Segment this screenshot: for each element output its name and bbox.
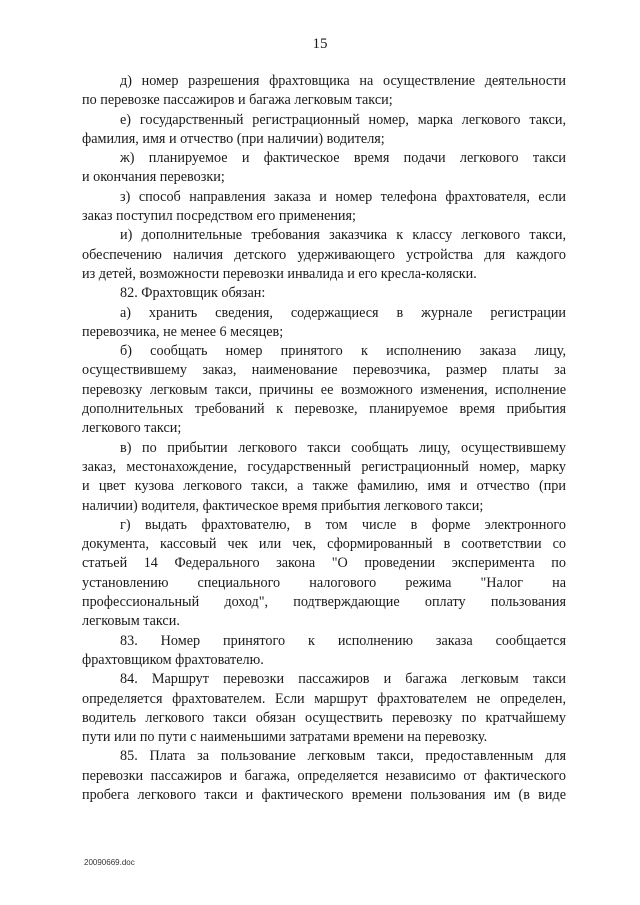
text-line: определяется фрахтователем. Если маршрут фрахтователем не определен, <box>82 690 566 707</box>
text-line: по перевозке пассажиров и багажа легковым такси; <box>82 92 393 109</box>
text-line: легкового такси; <box>82 420 182 437</box>
paragraph <box>82 72 566 111</box>
paragraph <box>82 439 566 516</box>
text-line: наличии) водителя, фактическое время прибытия легкового такси; <box>82 497 484 514</box>
text-line: заказ поступил посредством его применения; <box>82 208 356 225</box>
paragraph <box>82 670 566 747</box>
page-number: 15 <box>312 36 328 52</box>
text-line: и) дополнительные требования заказчика к классу легкового такси, <box>120 227 566 244</box>
text-line: а) хранить сведения, содержащиеся в журнале регистрации <box>120 304 566 321</box>
text-line: фрахтовщиком фрахтователю. <box>82 651 264 668</box>
text-line: е) государственный регистрационный номер, марка легкового такси, <box>120 111 566 128</box>
text-line: 82. Фрахтовщик обязан: <box>120 285 266 302</box>
paragraph <box>82 188 566 227</box>
text-line: б) сообщать номер принятого к исполнению заказа лицу, <box>120 343 566 360</box>
text-line: заказ, местонахождение, государственный регистрационный номер, марку <box>82 458 566 475</box>
text-line: 84. Маршрут перевозки пассажиров и багажа легковым такси <box>120 671 566 688</box>
document-body <box>82 72 566 805</box>
paragraph <box>82 516 566 632</box>
paragraph <box>82 747 566 805</box>
paragraph <box>82 342 566 438</box>
text-line: пути или по пути с наименьшими затратами времени на перевозку. <box>82 729 488 746</box>
text-line: обеспечению наличия детского удерживающего устройства для каждого <box>82 246 566 263</box>
text-line: ж) планируемое и фактическое время подачи легкового такси <box>120 150 566 167</box>
paragraph <box>82 304 566 343</box>
text-line: и окончания перевозки; <box>82 169 225 186</box>
text-line: и цвет кузова легкового такси, а также фамилию, имя и отчество (при <box>82 478 566 495</box>
footer-filename: 20090669.doc <box>84 858 135 867</box>
text-line: в) по прибытии легкового такси сообщать лицу, осуществившему <box>120 439 566 456</box>
text-line: д) номер разрешения фрахтовщика на осуществление деятельности <box>120 73 566 89</box>
text-line: 85. Плата за пользование легковым такси, предоставленным для <box>120 748 566 765</box>
text-line: установлению специального налогового режима "Налог на <box>82 574 566 591</box>
paragraph <box>82 111 566 150</box>
text-line: перевозку легковым такси, причины ее возможного изменения, исполнение <box>82 381 566 398</box>
text-line: фамилия, имя и отчество (при наличии) водителя; <box>82 130 385 147</box>
text-line: дополнительных требований к перевозке, планируемое время прибытия <box>82 401 566 418</box>
text-line: з) способ направления заказа и номер телефона фрахтователя, если <box>120 188 566 205</box>
text-line: 83. Номер принятого к исполнению заказа сообщается <box>120 632 566 649</box>
text-line: легковым такси. <box>82 613 180 630</box>
text-line: из детей, возможности перевозки инвалида и его кресла-коляски. <box>82 265 477 282</box>
text-line: профессиональный доход", подтверждающие оплату пользования <box>82 594 566 611</box>
paragraph <box>82 632 566 671</box>
text-line: пробега легкового такси и фактического времени пользования им (в виде <box>82 786 566 803</box>
text-line: г) выдать фрахтователю, в том числе в форме электронного <box>120 516 566 533</box>
text-line: статьей 14 Федерального закона "О проведении эксперимента по <box>82 555 566 572</box>
paragraph <box>82 149 566 188</box>
text-line: водитель легкового такси обязан осуществить перевозку по кратчайшему <box>82 709 566 726</box>
text-line: перевозчика, не менее 6 месяцев; <box>82 323 284 340</box>
paragraph <box>82 226 566 284</box>
text-line: документа, кассовый чек или чек, сформированный в соответствии со <box>82 536 566 553</box>
text-line: осуществившему заказ, наименование перевозчика, размер платы за <box>82 362 566 379</box>
text-line: перевозки пассажиров и багажа, определяется независимо от фактического <box>82 767 566 784</box>
paragraph <box>82 284 566 303</box>
